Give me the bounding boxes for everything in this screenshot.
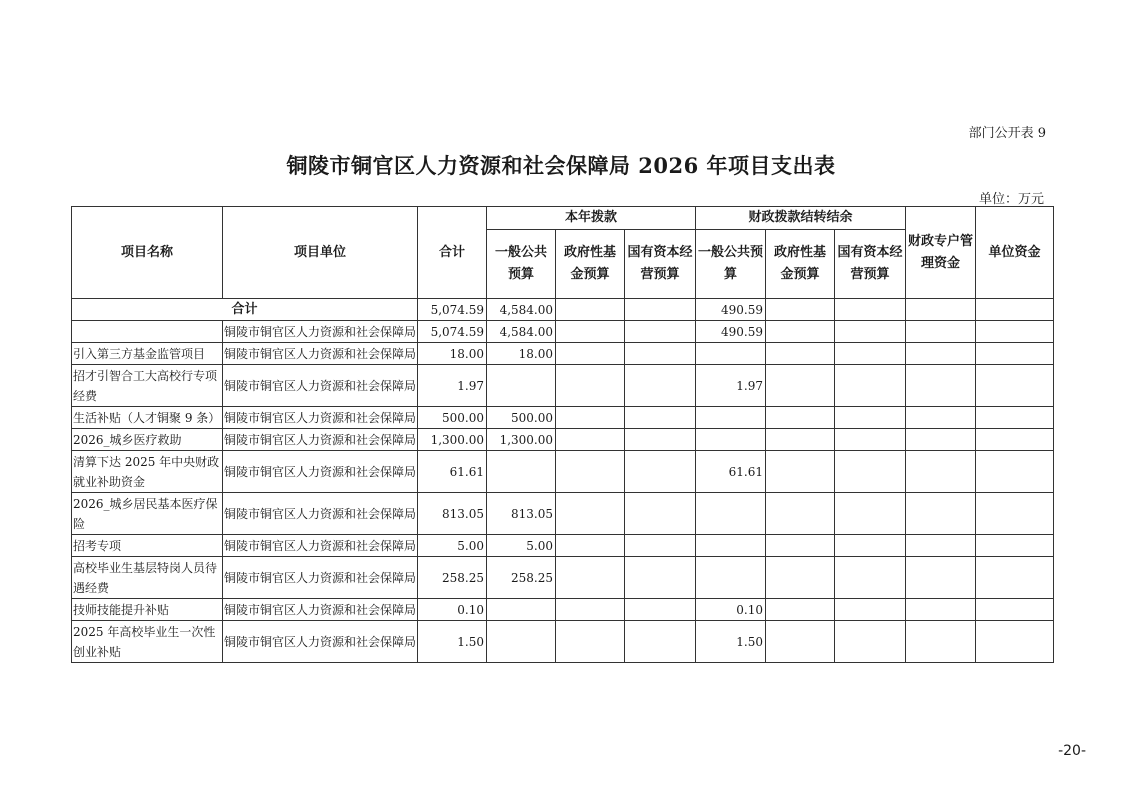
amount-cell-cy-gov [556,599,625,621]
amount-cell-special [906,621,976,663]
amount-cell-cy-state [625,599,696,621]
amount-cell-unit-fund [976,599,1054,621]
amount-cell-total: 5,074.59 [418,321,487,343]
total-label: 合计 [72,299,418,321]
amount-cell-cy-gov [556,407,625,429]
amount-cell-cy-general: 813.05 [487,493,556,535]
amount-cell-cy-general: 258.25 [487,557,556,599]
amount-cell-special [906,535,976,557]
amount-cell-cy-state [625,321,696,343]
amount-cell-co-gov [766,365,835,407]
total-co-general: 490.59 [696,299,766,321]
amount-cell-total: 258.25 [418,557,487,599]
header-group-current-year: 本年拨款 [487,207,696,230]
amount-cell-special [906,557,976,599]
total-special [906,299,976,321]
amount-cell-co-gov [766,493,835,535]
total-co-state [835,299,906,321]
amount-cell-co-state [835,321,906,343]
table-row [72,321,1054,343]
amount-cell-cy-general: 4,584.00 [487,321,556,343]
amount-cell-cy-state [625,493,696,535]
page-title: 铜陵市铜官区人力资源和社会保障局 2026 年项目支出表 [286,153,836,178]
amount-cell-cy-gov [556,493,625,535]
amount-cell-co-general [696,535,766,557]
total-unit-fund [976,299,1054,321]
table-row [72,621,1054,663]
amount-cell-cy-general [487,451,556,493]
amount-cell-special [906,407,976,429]
amount-cell-unit-fund [976,451,1054,493]
amount-cell-unit-fund [976,321,1054,343]
amount-cell-cy-gov [556,557,625,599]
amount-cell-total: 813.05 [418,493,487,535]
amount-cell-special [906,343,976,365]
project-unit-cell: 铜陵市铜官区人力资源和社会保障局 [223,557,418,599]
amount-cell-co-state [835,599,906,621]
amount-cell-special [906,429,976,451]
amount-cell-cy-general: 5.00 [487,535,556,557]
amount-cell-unit-fund [976,621,1054,663]
amount-cell-total: 0.10 [418,599,487,621]
header-unit-fund: 单位资金 [976,207,1054,299]
project-name-cell: 技师技能提升补贴 [72,599,223,621]
amount-cell-cy-state [625,535,696,557]
header-co-general: 一般公共预算 [696,230,766,299]
project-unit-cell: 铜陵市铜官区人力资源和社会保障局 [223,451,418,493]
amount-cell-cy-gov [556,343,625,365]
amount-cell-co-state [835,493,906,535]
amount-cell-co-state [835,535,906,557]
amount-cell-special [906,599,976,621]
header-co-gov: 政府性基金预算 [766,230,835,299]
amount-cell-cy-general [487,365,556,407]
project-name-cell [72,321,223,343]
amount-cell-co-state [835,621,906,663]
amount-cell-cy-general: 1,300.00 [487,429,556,451]
amount-cell-co-gov [766,557,835,599]
project-unit-cell: 铜陵市铜官区人力资源和社会保障局 [223,429,418,451]
amount-cell-total: 61.61 [418,451,487,493]
amount-cell-unit-fund [976,407,1054,429]
header-project-unit: 项目单位 [223,207,418,299]
amount-cell-co-gov [766,407,835,429]
table-row [72,451,1054,493]
amount-cell-co-gov [766,599,835,621]
amount-cell-total: 500.00 [418,407,487,429]
table-row [72,557,1054,599]
project-unit-cell: 铜陵市铜官区人力资源和社会保障局 [223,535,418,557]
amount-cell-co-gov [766,321,835,343]
total-cy-general: 4,584.00 [487,299,556,321]
project-name-cell: 2026_城乡居民基本医疗保险 [72,493,223,535]
amount-cell-unit-fund [976,343,1054,365]
amount-cell-cy-gov [556,535,625,557]
project-unit-cell: 铜陵市铜官区人力资源和社会保障局 [223,365,418,407]
table-row [72,343,1054,365]
amount-cell-co-state [835,557,906,599]
amount-cell-cy-gov [556,621,625,663]
total-cy-state [625,299,696,321]
header-special-fund: 财政专户管理资金 [906,207,976,299]
project-expenditure-table [71,206,1054,663]
amount-cell-cy-state [625,621,696,663]
amount-cell-unit-fund [976,429,1054,451]
amount-cell-total: 5.00 [418,535,487,557]
amount-cell-co-gov [766,621,835,663]
amount-cell-cy-general [487,599,556,621]
amount-cell-cy-state [625,451,696,493]
project-unit-cell: 铜陵市铜官区人力资源和社会保障局 [223,621,418,663]
amount-cell-unit-fund [976,493,1054,535]
total-cell: 5,074.59 [418,299,487,321]
unit-label: 单位：万元 [978,192,1044,207]
amount-cell-cy-state [625,365,696,407]
amount-cell-co-general [696,429,766,451]
amount-cell-cy-gov [556,429,625,451]
amount-cell-co-gov [766,535,835,557]
header-project-name: 项目名称 [72,207,223,299]
header-co-state: 国有资本经营预算 [835,230,906,299]
amount-cell-co-general: 1.50 [696,621,766,663]
amount-cell-co-gov [766,343,835,365]
header-cy-gov: 政府性基金预算 [556,230,625,299]
amount-cell-special [906,493,976,535]
header-group-carryover: 财政拨款结转结余 [696,207,906,230]
header-total: 合计 [418,207,487,299]
project-name-cell: 招才引智合工大高校行专项经费 [72,365,223,407]
amount-cell-cy-general: 18.00 [487,343,556,365]
total-co-gov [766,299,835,321]
amount-cell-cy-gov [556,451,625,493]
project-name-cell: 2026_城乡医疗救助 [72,429,223,451]
amount-cell-cy-general [487,621,556,663]
amount-cell-co-general [696,407,766,429]
table-row [72,493,1054,535]
amount-cell-unit-fund [976,365,1054,407]
amount-cell-special [906,451,976,493]
project-name-cell: 清算下达 2025 年中央财政就业补助资金 [72,451,223,493]
project-name-cell: 2025 年高校毕业生一次性创业补贴 [72,621,223,663]
project-unit-cell: 铜陵市铜官区人力资源和社会保障局 [223,321,418,343]
project-unit-cell: 铜陵市铜官区人力资源和社会保障局 [223,343,418,365]
table-row [72,535,1054,557]
project-unit-cell: 铜陵市铜官区人力资源和社会保障局 [223,407,418,429]
amount-cell-co-state [835,343,906,365]
table-row [72,429,1054,451]
amount-cell-co-state [835,407,906,429]
header-cy-general: 一般公共预算 [487,230,556,299]
amount-cell-cy-gov [556,365,625,407]
amount-cell-cy-gov [556,321,625,343]
form-number: 部门公开表 9 [968,126,1046,141]
amount-cell-co-state [835,429,906,451]
amount-cell-total: 1,300.00 [418,429,487,451]
amount-cell-cy-state [625,343,696,365]
table-row [72,599,1054,621]
project-name-cell: 高校毕业生基层特岗人员待遇经费 [72,557,223,599]
amount-cell-cy-state [625,407,696,429]
page-number: -20- [1058,743,1086,759]
project-unit-cell: 铜陵市铜官区人力资源和社会保障局 [223,493,418,535]
amount-cell-special [906,365,976,407]
amount-cell-co-state [835,451,906,493]
amount-cell-co-state [835,365,906,407]
amount-cell-co-gov [766,451,835,493]
total-row [72,299,1054,321]
project-unit-cell: 铜陵市铜官区人力资源和社会保障局 [223,599,418,621]
amount-cell-total: 1.50 [418,621,487,663]
amount-cell-special [906,321,976,343]
amount-cell-total: 18.00 [418,343,487,365]
header-cy-state: 国有资本经营预算 [625,230,696,299]
table-row [72,407,1054,429]
amount-cell-cy-state [625,429,696,451]
amount-cell-co-general: 61.61 [696,451,766,493]
amount-cell-co-gov [766,429,835,451]
amount-cell-total: 1.97 [418,365,487,407]
amount-cell-co-general [696,557,766,599]
amount-cell-co-general: 490.59 [696,321,766,343]
amount-cell-unit-fund [976,535,1054,557]
total-cy-gov [556,299,625,321]
amount-cell-co-general: 0.10 [696,599,766,621]
project-name-cell: 招考专项 [72,535,223,557]
amount-cell-co-general: 1.97 [696,365,766,407]
amount-cell-cy-state [625,557,696,599]
amount-cell-cy-general: 500.00 [487,407,556,429]
project-name-cell: 引入第三方基金监管项目 [72,343,223,365]
amount-cell-co-general [696,493,766,535]
amount-cell-unit-fund [976,557,1054,599]
project-name-cell: 生活补贴（人才铜聚 9 条） [72,407,223,429]
amount-cell-co-general [696,343,766,365]
table-row [72,365,1054,407]
